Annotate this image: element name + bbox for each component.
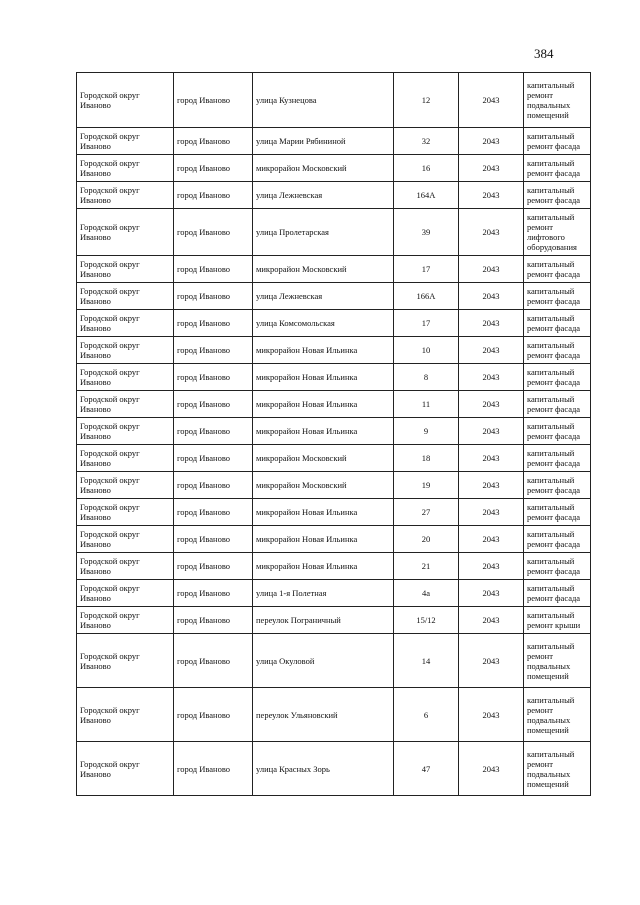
cell-district: Городской округ Иваново xyxy=(77,310,174,337)
cell-work: капитальный ремонт фасада xyxy=(524,499,591,526)
cell-work: капитальный ремонт фасада xyxy=(524,472,591,499)
cell-street: микрорайон Московский xyxy=(253,445,394,472)
table-row xyxy=(77,553,591,580)
cell-city: город Иваново xyxy=(174,472,253,499)
cell-work: капитальный ремонт подвальных помещений xyxy=(524,742,591,796)
cell-house: 10 xyxy=(394,337,459,364)
cell-street: улица Лежневская xyxy=(253,283,394,310)
cell-street: улица Лежневская xyxy=(253,182,394,209)
table-row xyxy=(77,418,591,445)
cell-city: город Иваново xyxy=(174,445,253,472)
table-row xyxy=(77,742,591,796)
cell-house: 8 xyxy=(394,364,459,391)
cell-district: Городской округ Иваново xyxy=(77,688,174,742)
cell-district: Городской округ Иваново xyxy=(77,418,174,445)
cell-year: 2043 xyxy=(459,128,524,155)
table-row xyxy=(77,391,591,418)
table-row xyxy=(77,634,591,688)
cell-city: город Иваново xyxy=(174,391,253,418)
cell-year: 2043 xyxy=(459,445,524,472)
cell-city: город Иваново xyxy=(174,209,253,256)
cell-year: 2043 xyxy=(459,742,524,796)
table-row xyxy=(77,364,591,391)
cell-city: город Иваново xyxy=(174,364,253,391)
cell-district: Городской округ Иваново xyxy=(77,209,174,256)
cell-work: капитальный ремонт лифтового оборудования xyxy=(524,209,591,256)
cell-year: 2043 xyxy=(459,364,524,391)
cell-street: микрорайон Новая Ильинка xyxy=(253,553,394,580)
cell-district: Городской округ Иваново xyxy=(77,472,174,499)
cell-street: улица Кузнецова xyxy=(253,73,394,128)
cell-district: Городской округ Иваново xyxy=(77,256,174,283)
table-row xyxy=(77,73,591,128)
cell-year: 2043 xyxy=(459,607,524,634)
cell-work: капитальный ремонт подвальных помещений xyxy=(524,73,591,128)
cell-street: переулок Ульяновский xyxy=(253,688,394,742)
cell-work: капитальный ремонт фасада xyxy=(524,580,591,607)
cell-year: 2043 xyxy=(459,209,524,256)
cell-work: капитальный ремонт фасада xyxy=(524,553,591,580)
cell-district: Городской округ Иваново xyxy=(77,155,174,182)
cell-work: капитальный ремонт фасада xyxy=(524,391,591,418)
table-row xyxy=(77,128,591,155)
table-row xyxy=(77,607,591,634)
cell-year: 2043 xyxy=(459,526,524,553)
cell-work: капитальный ремонт подвальных помещений xyxy=(524,634,591,688)
table-row xyxy=(77,337,591,364)
cell-street: улица Марии Рябининой xyxy=(253,128,394,155)
cell-street: микрорайон Новая Ильинка xyxy=(253,418,394,445)
table-row xyxy=(77,310,591,337)
cell-city: город Иваново xyxy=(174,128,253,155)
cell-year: 2043 xyxy=(459,73,524,128)
cell-work: капитальный ремонт фасада xyxy=(524,445,591,472)
cell-street: микрорайон Новая Ильинка xyxy=(253,526,394,553)
cell-house: 16 xyxy=(394,155,459,182)
cell-work: капитальный ремонт фасада xyxy=(524,155,591,182)
cell-year: 2043 xyxy=(459,634,524,688)
cell-city: город Иваново xyxy=(174,499,253,526)
cell-district: Городской округ Иваново xyxy=(77,553,174,580)
cell-house: 164А xyxy=(394,182,459,209)
cell-house: 9 xyxy=(394,418,459,445)
cell-house: 21 xyxy=(394,553,459,580)
cell-work: капитальный ремонт фасада xyxy=(524,337,591,364)
table-row xyxy=(77,688,591,742)
cell-district: Городской округ Иваново xyxy=(77,364,174,391)
table-row xyxy=(77,526,591,553)
cell-street: переулок Пограничный xyxy=(253,607,394,634)
cell-street: улица Пролетарская xyxy=(253,209,394,256)
cell-district: Городской округ Иваново xyxy=(77,73,174,128)
cell-city: город Иваново xyxy=(174,580,253,607)
cell-house: 32 xyxy=(394,128,459,155)
cell-city: город Иваново xyxy=(174,634,253,688)
cell-street: микрорайон Московский xyxy=(253,472,394,499)
cell-city: город Иваново xyxy=(174,418,253,445)
cell-work: капитальный ремонт фасада xyxy=(524,256,591,283)
cell-street: микрорайон Московский xyxy=(253,155,394,182)
cell-city: город Иваново xyxy=(174,553,253,580)
cell-house: 4а xyxy=(394,580,459,607)
cell-year: 2043 xyxy=(459,499,524,526)
table-row xyxy=(77,499,591,526)
cell-city: город Иваново xyxy=(174,607,253,634)
housing-repair-table xyxy=(76,72,591,796)
cell-year: 2043 xyxy=(459,310,524,337)
cell-street: микрорайон Новая Ильинка xyxy=(253,499,394,526)
cell-city: город Иваново xyxy=(174,337,253,364)
cell-work: капитальный ремонт фасада xyxy=(524,526,591,553)
cell-city: город Иваново xyxy=(174,742,253,796)
cell-city: город Иваново xyxy=(174,256,253,283)
cell-year: 2043 xyxy=(459,337,524,364)
cell-year: 2043 xyxy=(459,472,524,499)
cell-house: 18 xyxy=(394,445,459,472)
cell-house: 17 xyxy=(394,310,459,337)
cell-district: Городской округ Иваново xyxy=(77,182,174,209)
cell-house: 20 xyxy=(394,526,459,553)
cell-house: 12 xyxy=(394,73,459,128)
table-row xyxy=(77,256,591,283)
cell-house: 27 xyxy=(394,499,459,526)
table-row xyxy=(77,472,591,499)
cell-year: 2043 xyxy=(459,418,524,445)
cell-work: капитальный ремонт фасада xyxy=(524,418,591,445)
cell-house: 11 xyxy=(394,391,459,418)
cell-district: Городской округ Иваново xyxy=(77,499,174,526)
cell-district: Городской округ Иваново xyxy=(77,607,174,634)
cell-district: Городской округ Иваново xyxy=(77,526,174,553)
cell-city: город Иваново xyxy=(174,526,253,553)
cell-city: город Иваново xyxy=(174,73,253,128)
cell-street: улица Красных Зорь xyxy=(253,742,394,796)
cell-street: микрорайон Новая Ильинка xyxy=(253,364,394,391)
cell-house: 6 xyxy=(394,688,459,742)
table-row xyxy=(77,580,591,607)
cell-street: улица Комсомольская xyxy=(253,310,394,337)
cell-district: Городской округ Иваново xyxy=(77,391,174,418)
table-row xyxy=(77,445,591,472)
cell-work: капитальный ремонт фасада xyxy=(524,128,591,155)
cell-work: капитальный ремонт фасада xyxy=(524,182,591,209)
cell-house: 19 xyxy=(394,472,459,499)
cell-district: Городской округ Иваново xyxy=(77,283,174,310)
table-body xyxy=(77,73,591,796)
cell-street: улица Окуловой xyxy=(253,634,394,688)
cell-house: 14 xyxy=(394,634,459,688)
cell-district: Городской округ Иваново xyxy=(77,337,174,364)
cell-street: микрорайон Московский xyxy=(253,256,394,283)
cell-city: город Иваново xyxy=(174,310,253,337)
cell-year: 2043 xyxy=(459,155,524,182)
page-number: 384 xyxy=(534,46,554,61)
cell-district: Городской округ Иваново xyxy=(77,634,174,688)
cell-house: 166А xyxy=(394,283,459,310)
cell-district: Городской округ Иваново xyxy=(77,128,174,155)
cell-year: 2043 xyxy=(459,283,524,310)
table-row xyxy=(77,209,591,256)
cell-work: капитальный ремонт подвальных помещений xyxy=(524,688,591,742)
cell-house: 17 xyxy=(394,256,459,283)
cell-city: город Иваново xyxy=(174,688,253,742)
cell-year: 2043 xyxy=(459,688,524,742)
cell-work: капитальный ремонт фасада xyxy=(524,283,591,310)
cell-year: 2043 xyxy=(459,182,524,209)
cell-work: капитальный ремонт крыши xyxy=(524,607,591,634)
table-row xyxy=(77,155,591,182)
cell-street: микрорайон Новая Ильинка xyxy=(253,337,394,364)
cell-work: капитальный ремонт фасада xyxy=(524,310,591,337)
cell-year: 2043 xyxy=(459,553,524,580)
cell-city: город Иваново xyxy=(174,283,253,310)
cell-district: Городской округ Иваново xyxy=(77,742,174,796)
cell-city: город Иваново xyxy=(174,182,253,209)
cell-house: 39 xyxy=(394,209,459,256)
cell-district: Городской округ Иваново xyxy=(77,580,174,607)
cell-district: Городской округ Иваново xyxy=(77,445,174,472)
table-row xyxy=(77,182,591,209)
cell-year: 2043 xyxy=(459,580,524,607)
cell-work: капитальный ремонт фасада xyxy=(524,364,591,391)
cell-year: 2043 xyxy=(459,391,524,418)
cell-street: улица 1-я Полетная xyxy=(253,580,394,607)
cell-year: 2043 xyxy=(459,256,524,283)
cell-city: город Иваново xyxy=(174,155,253,182)
cell-street: микрорайон Новая Ильинка xyxy=(253,391,394,418)
cell-house: 15/12 xyxy=(394,607,459,634)
table-row xyxy=(77,283,591,310)
cell-house: 47 xyxy=(394,742,459,796)
